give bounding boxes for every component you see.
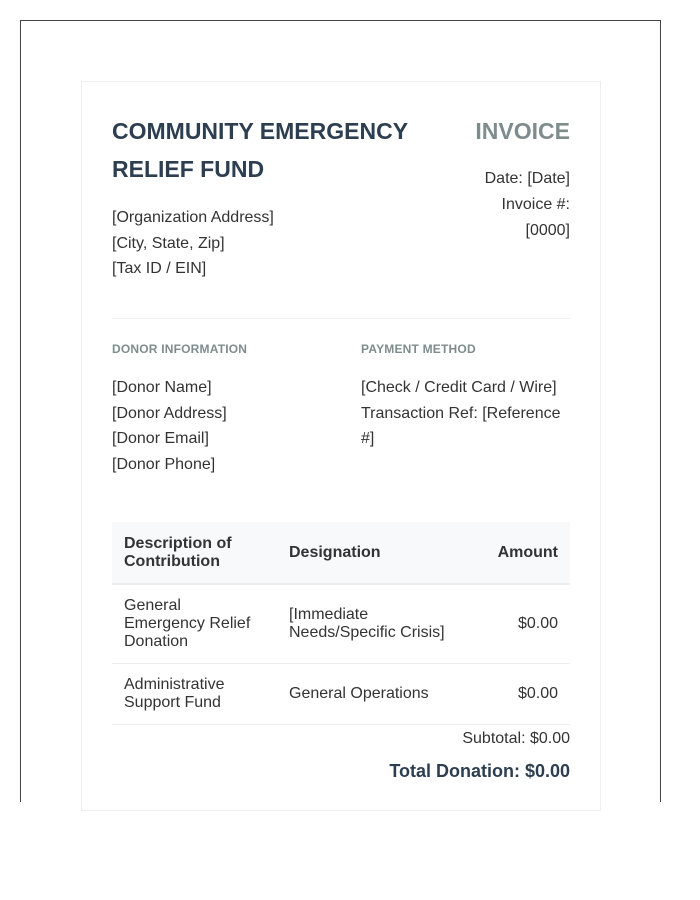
- address-line: [Tax ID / EIN]: [112, 260, 207, 278]
- table-row: [112, 584, 570, 664]
- invoice-title: INVOICE: [475, 118, 570, 144]
- contribution-table: [112, 522, 570, 725]
- donor-info: [112, 375, 227, 477]
- address-line: [Organization Address]: [112, 209, 274, 226]
- transaction-reference: Transaction Ref: [Reference #]: [361, 404, 561, 448]
- donor-address: [Donor Address]: [112, 404, 227, 422]
- header-designation: Designation: [277, 522, 462, 584]
- row-designation: General Operations: [277, 664, 462, 725]
- payment-method-label: PAYMENT METHOD: [361, 342, 476, 356]
- donor-phone: [Donor Phone]: [112, 455, 216, 473]
- row-amount: $0.00: [462, 664, 570, 725]
- header-description: Description of Contribution: [112, 522, 277, 584]
- row-description: General Emergency Relief Donation: [112, 584, 277, 664]
- table-header-row: [112, 522, 570, 584]
- address-line: [City, State, Zip]: [112, 234, 225, 252]
- payment-info: [361, 375, 576, 452]
- payment-method: [Check / Credit Card / Wire]: [361, 379, 557, 396]
- invoice-date: Date: [Date]: [484, 170, 570, 187]
- row-description: Administrative Support Fund: [112, 664, 277, 725]
- row-amount: $0.00: [462, 584, 570, 664]
- header-amount: Amount: [462, 522, 570, 584]
- donor-name: [Donor Name]: [112, 379, 212, 396]
- table-row: [112, 664, 570, 725]
- invoice-number-value: [0000]: [525, 222, 570, 239]
- header-divider: [112, 318, 570, 319]
- invoice-number-label: Invoice #:: [501, 196, 570, 213]
- invoice-meta: [460, 166, 570, 244]
- donor-info-label: DONOR INFORMATION: [112, 342, 248, 356]
- subtotal: Subtotal: $0.00: [462, 730, 570, 747]
- organization-address: [112, 205, 274, 282]
- organization-name: COMMUNITY EMERGENCY RELIEF FUND: [112, 118, 408, 182]
- donor-email: [Donor Email]: [112, 430, 209, 448]
- row-designation: [Immediate Needs/Specific Crisis]: [277, 584, 462, 664]
- total-donation: Total Donation: $0.00: [389, 761, 570, 781]
